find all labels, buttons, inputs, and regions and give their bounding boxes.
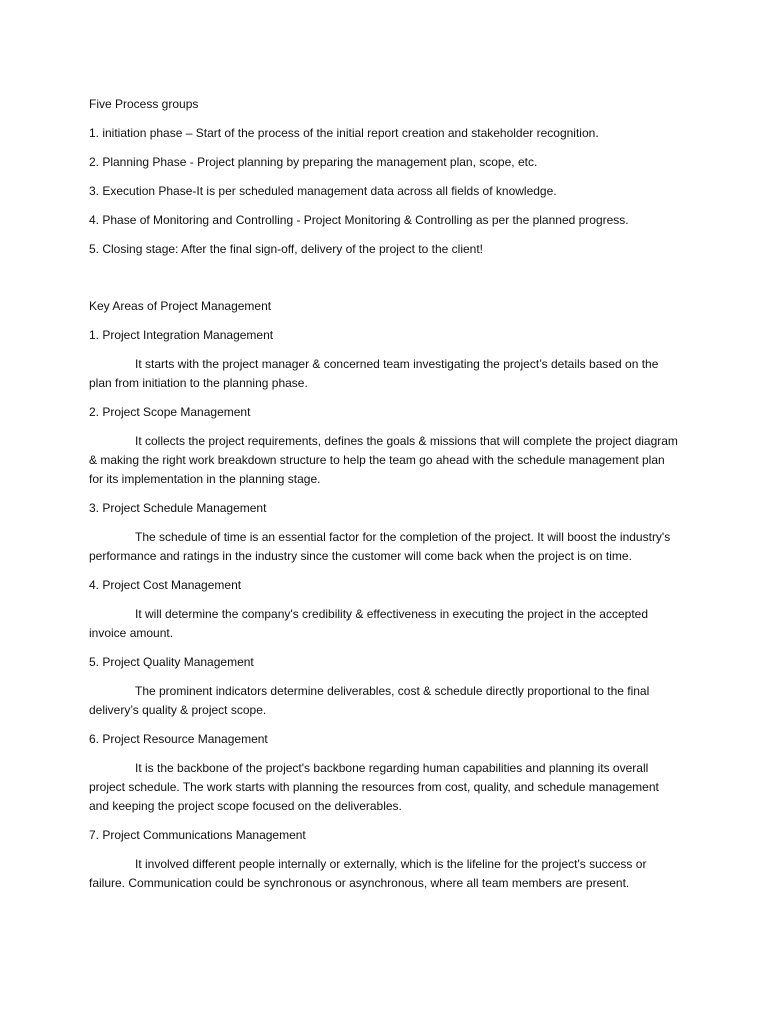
process-group-separator: – <box>182 126 196 140</box>
key-area-title: 2. Project Scope Management <box>89 405 251 419</box>
key-area-body: The schedule of time is an essential factor for the completion of the project. It will boost the industry's performance and ratings in the industry since the customer will come back when the project is on time. <box>89 530 671 563</box>
key-area-title: 6. Project Resource Management <box>89 732 268 746</box>
process-group-text: Project Monitoring & Controlling as per the planned progress. <box>303 213 629 227</box>
key-area-body: It is the backbone of the project's backbone regarding human capabilities and planning its overall project schedule. The work starts with planning the resources from cost, quality, and schedule management and keeping the project scope focused on the deliverables. <box>89 761 659 813</box>
key-area-title: 7. Project Communications Management <box>89 828 306 842</box>
key-area-title: 4. Project Cost Management <box>89 578 242 592</box>
key-area-body: It starts with the project manager & concerned team investigating the project’s details based on the plan from initiation to the planning phase. <box>89 357 659 390</box>
key-area-body: It collects the project requirements, defines the goals & missions that will complete the project diagram & making the right work breakdown structure to help the team go ahead with the schedule management plan for its implementation in the planning stage. <box>89 434 678 486</box>
process-group-text: It is per scheduled management data across all fields of knowledge. <box>196 184 557 198</box>
process-group-label: 4. Phase of Monitoring and Controlling <box>89 213 294 227</box>
key-area-title: 1. Project Integration Management <box>89 328 274 342</box>
key-areas-heading: Key Areas of Project Management <box>89 299 272 313</box>
process-group-label: 1. initiation phase <box>89 126 183 140</box>
process-group-label: 3. Execution Phase- <box>89 184 197 198</box>
process-group-separator: - <box>186 155 198 169</box>
key-area-body: The prominent indicators determine deliverables, cost & schedule directly proportional to the final delivery’s quality & project scope. <box>89 684 650 717</box>
key-area-title: 5. Project Quality Management <box>89 655 254 669</box>
process-group-text: Start of the process of the initial report creation and stakeholder recognition. <box>195 126 599 140</box>
process-group-text: Project planning by preparing the management plan, scope, etc. <box>197 155 538 169</box>
process-group-item <box>89 124 680 143</box>
key-area-body: It involved different people internally or externally, which is the lifeline for the project's success or failure. Communication could be synchronous or asynchronous, where all team members are present. <box>89 857 647 890</box>
process-group-item <box>89 182 680 201</box>
process-group-label: 2. Planning Phase <box>89 155 187 169</box>
key-area-title: 3. Project Schedule Management <box>89 501 267 515</box>
process-group-text: After the final sign-off, delivery of the project to the client! <box>181 242 484 256</box>
process-group-item <box>89 211 680 230</box>
process-group-item <box>89 153 680 172</box>
process-group-item <box>89 240 680 259</box>
process-group-separator: - <box>293 213 304 227</box>
process-group-label: 5. Closing stage: <box>89 242 179 256</box>
process-groups-heading: Five Process groups <box>89 97 199 111</box>
key-area-body: It will determine the company's credibility & effectiveness in executing the project in the accepted invoice amount. <box>89 607 649 640</box>
